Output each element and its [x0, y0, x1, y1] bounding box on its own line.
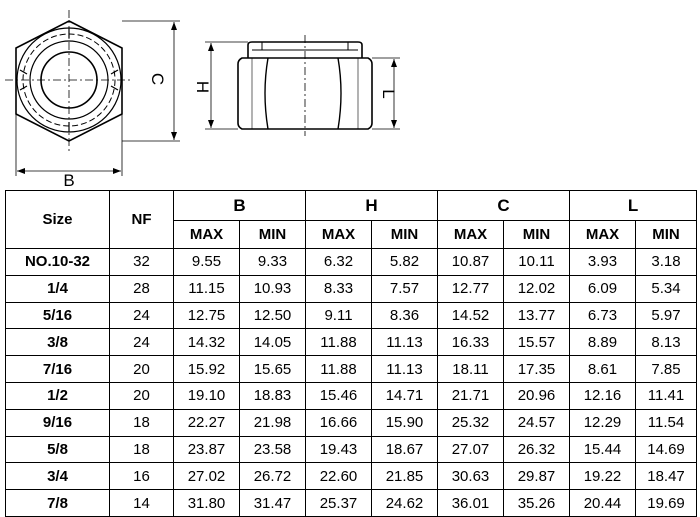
cell-l-max: 8.89: [570, 329, 636, 356]
cell-l-min: 14.69: [636, 436, 697, 463]
cell-c-min: 17.35: [504, 356, 570, 383]
header-h: H: [306, 191, 438, 221]
table-row: [6, 436, 697, 463]
cell-c-min: 13.77: [504, 302, 570, 329]
cell-l-min: 11.54: [636, 409, 697, 436]
header-nf: NF: [110, 191, 174, 249]
cell-b-max: 19.10: [174, 382, 240, 409]
cell-l-max: 19.22: [570, 463, 636, 490]
cell-l-min: 7.85: [636, 356, 697, 383]
cell-b-max: 22.27: [174, 409, 240, 436]
cell-b-max: 31.80: [174, 490, 240, 517]
header-b-max: MAX: [174, 221, 240, 249]
cell-size: 7/8: [6, 490, 110, 517]
cell-c-min: 15.57: [504, 329, 570, 356]
cell-h-max: 8.33: [306, 275, 372, 302]
cell-c-max: 10.87: [438, 249, 504, 276]
cell-b-min: 26.72: [240, 463, 306, 490]
cell-l-min: 8.13: [636, 329, 697, 356]
cell-b-min: 12.50: [240, 302, 306, 329]
cell-nf: 18: [110, 436, 174, 463]
face-right: [338, 58, 341, 129]
cell-h-min: 8.36: [372, 302, 438, 329]
cell-c-min: 10.11: [504, 249, 570, 276]
nut-technical-drawing: [0, 0, 700, 190]
cell-h-max: 25.37: [306, 490, 372, 517]
cell-nf: 14: [110, 490, 174, 517]
cell-l-max: 12.29: [570, 409, 636, 436]
cell-c-max: 30.63: [438, 463, 504, 490]
cell-h-min: 21.85: [372, 463, 438, 490]
header-h-min: MIN: [372, 221, 438, 249]
cell-c-min: 12.02: [504, 275, 570, 302]
table-row: [6, 329, 697, 356]
cell-c-max: 16.33: [438, 329, 504, 356]
cell-h-max: 22.60: [306, 463, 372, 490]
cell-size: 5/16: [6, 302, 110, 329]
cell-c-max: 36.01: [438, 490, 504, 517]
cell-h-max: 11.88: [306, 356, 372, 383]
cell-c-min: 20.96: [504, 382, 570, 409]
cell-h-min: 11.13: [372, 356, 438, 383]
cell-size: NO.10-32: [6, 249, 110, 276]
cell-b-max: 11.15: [174, 275, 240, 302]
header-size: Size: [6, 191, 110, 249]
cell-h-max: 15.46: [306, 382, 372, 409]
cell-c-max: 27.07: [438, 436, 504, 463]
dim-label-h: H: [193, 80, 212, 94]
cell-b-min: 31.47: [240, 490, 306, 517]
cell-l-max: 6.73: [570, 302, 636, 329]
cell-l-max: 20.44: [570, 490, 636, 517]
cell-c-min: 26.32: [504, 436, 570, 463]
cell-c-max: 18.11: [438, 356, 504, 383]
cell-b-max: 9.55: [174, 249, 240, 276]
header-h-max: MAX: [306, 221, 372, 249]
table-body: [6, 249, 697, 517]
header-row-groups: [6, 191, 697, 221]
cell-c-max: 21.71: [438, 382, 504, 409]
drawing-canvas: [0, 0, 700, 190]
cell-h-min: 24.62: [372, 490, 438, 517]
cell-l-min: 5.34: [636, 275, 697, 302]
cell-c-max: 12.77: [438, 275, 504, 302]
cell-b-max: 27.02: [174, 463, 240, 490]
header-b: B: [174, 191, 306, 221]
cell-c-max: 25.32: [438, 409, 504, 436]
dim-label-c: C: [148, 72, 167, 86]
table-row: [6, 249, 697, 276]
dim-label-l: L: [379, 89, 398, 99]
cell-h-max: 11.88: [306, 329, 372, 356]
cell-nf: 32: [110, 249, 174, 276]
cell-c-min: 24.57: [504, 409, 570, 436]
cell-h-min: 15.90: [372, 409, 438, 436]
cell-size: 9/16: [6, 409, 110, 436]
cell-h-max: 6.32: [306, 249, 372, 276]
header-c-max: MAX: [438, 221, 504, 249]
header-c: C: [438, 191, 570, 221]
table-row: [6, 302, 697, 329]
cell-h-min: 14.71: [372, 382, 438, 409]
table-row: [6, 490, 697, 517]
cell-b-max: 14.32: [174, 329, 240, 356]
cell-b-min: 14.05: [240, 329, 306, 356]
cell-c-min: 35.26: [504, 490, 570, 517]
cell-size: 3/4: [6, 463, 110, 490]
cell-b-max: 15.92: [174, 356, 240, 383]
table-row: [6, 409, 697, 436]
side-view: [205, 35, 400, 136]
cell-h-min: 5.82: [372, 249, 438, 276]
cell-l-max: 6.09: [570, 275, 636, 302]
cell-nf: 18: [110, 409, 174, 436]
cell-l-min: 11.41: [636, 382, 697, 409]
cell-size: 7/16: [6, 356, 110, 383]
table-row: [6, 382, 697, 409]
cell-h-max: 19.43: [306, 436, 372, 463]
cell-l-min: 5.97: [636, 302, 697, 329]
cell-size: 3/8: [6, 329, 110, 356]
cell-l-max: 3.93: [570, 249, 636, 276]
header-l-min: MIN: [636, 221, 697, 249]
cell-b-min: 15.65: [240, 356, 306, 383]
cell-b-max: 12.75: [174, 302, 240, 329]
cell-nf: 24: [110, 302, 174, 329]
cell-c-max: 14.52: [438, 302, 504, 329]
face-left: [265, 58, 268, 129]
cell-b-min: 23.58: [240, 436, 306, 463]
cell-l-max: 8.61: [570, 356, 636, 383]
cell-nf: 20: [110, 382, 174, 409]
table-row: [6, 356, 697, 383]
header-l-max: MAX: [570, 221, 636, 249]
cell-c-min: 29.87: [504, 463, 570, 490]
cell-h-min: 7.57: [372, 275, 438, 302]
cell-l-min: 18.47: [636, 463, 697, 490]
cell-nf: 28: [110, 275, 174, 302]
cell-size: 1/4: [6, 275, 110, 302]
cell-l-min: 19.69: [636, 490, 697, 517]
cell-b-min: 9.33: [240, 249, 306, 276]
cell-nf: 20: [110, 356, 174, 383]
cell-b-min: 10.93: [240, 275, 306, 302]
cell-b-min: 18.83: [240, 382, 306, 409]
header-b-min: MIN: [240, 221, 306, 249]
table-row: [6, 275, 697, 302]
dim-label-b: B: [63, 171, 75, 190]
header-c-min: MIN: [504, 221, 570, 249]
dimension-table: [5, 190, 697, 517]
cell-h-min: 11.13: [372, 329, 438, 356]
cell-h-min: 18.67: [372, 436, 438, 463]
cell-h-max: 9.11: [306, 302, 372, 329]
cell-l-max: 12.16: [570, 382, 636, 409]
cell-size: 1/2: [6, 382, 110, 409]
header-l: L: [570, 191, 697, 221]
table-row: [6, 463, 697, 490]
cell-size: 5/8: [6, 436, 110, 463]
cell-h-max: 16.66: [306, 409, 372, 436]
cell-b-max: 23.87: [174, 436, 240, 463]
top-view: [5, 10, 180, 176]
cell-nf: 16: [110, 463, 174, 490]
cell-l-max: 15.44: [570, 436, 636, 463]
cell-l-min: 3.18: [636, 249, 697, 276]
cell-nf: 24: [110, 329, 174, 356]
cell-b-min: 21.98: [240, 409, 306, 436]
